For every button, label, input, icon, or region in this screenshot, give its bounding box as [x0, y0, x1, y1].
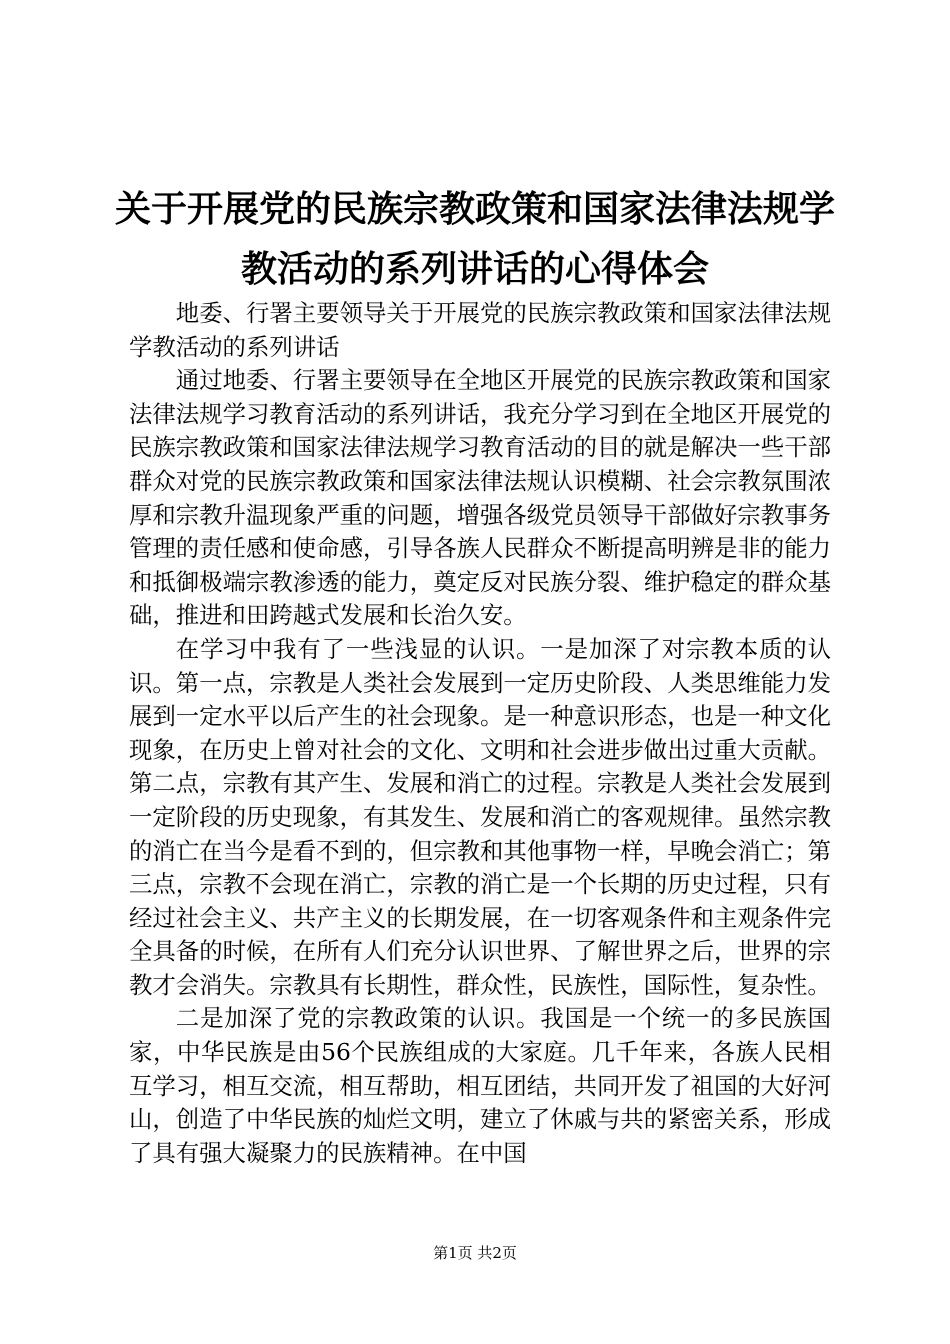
document-body — [129, 297, 831, 1170]
page-footer: 第1页 共2页 — [433, 1244, 517, 1262]
document-title-line-2: 教活动的系列讲话的心得体会 — [240, 249, 709, 290]
paragraph-purpose: 通过地委、行署主要领导在全地区开展党的民族宗教政策和国家法律法规学习教育活动的系列讲话，我充分学习到在全地区开展党的民族宗教政策和国家法律法规学习教育活动的目的就是解决一些干部群众对党的民族宗教政策和国家法律法规认识模糊、社会宗教氛围浓厚和宗教升温现象严重的问题，增强各级党员领导干部做好宗教事务管理的责任感和使命感，引导各族人民群众不断提高明辨是非的能力和抵御极端宗教渗透的能力，奠定反对民族分裂、维护稳定的群众基础，推进和田跨越式发展和长治久安。 — [129, 366, 831, 630]
paragraph-religion-nature: 在学习中我有了一些浅显的认识。一是加深了对宗教本质的认识。第一点，宗教是人类社会发展到一定历史阶段、人类思维能力发展到一定水平以后产生的社会现象。是一种意识形态，也是一种文化现象，在历史上曾对社会的文化、文明和社会进步做出过重大贡献。第二点，宗教有其产生、发展和消亡的过程。宗教是人类社会发展到一定阶段的历史现象，有其发生、发展和消亡的客观规律。虽然宗教的消亡在当今是看不到的，但宗教和其他事物一样，早晚会消亡；第三点，宗教不会现在消亡，宗教的消亡是一个长期的历史过程，只有经过社会主义、共产主义的长期发展，在一切客观条件和主观条件完全具备的时候，在所有人们充分认识世界、了解世界之后，世界的宗教才会消失。宗教具有长期性，群众性，民族性，国际性，复杂性。 — [129, 634, 831, 999]
paragraph-religion-policy: 二是加深了党的宗教政策的认识。我国是一个统一的多民族国家，中华民族是由56个民族组成的大家庭。几千年来，各族人民相互学习，相互交流，相互帮助，相互团结，共同开发了祖国的大好河山，创造了中华民族的灿烂文明，建立了休戚与共的紧密关系，形成了具有强大凝聚力的民族精神。在中国 — [129, 1004, 831, 1167]
paragraph-intro: 地委、行署主要领导关于开展党的民族宗教政策和国家法律法规学教活动的系列讲话 — [129, 299, 831, 361]
document-title-line-1: 关于开展党的民族宗教政策和国家法律法规学 — [114, 189, 835, 230]
